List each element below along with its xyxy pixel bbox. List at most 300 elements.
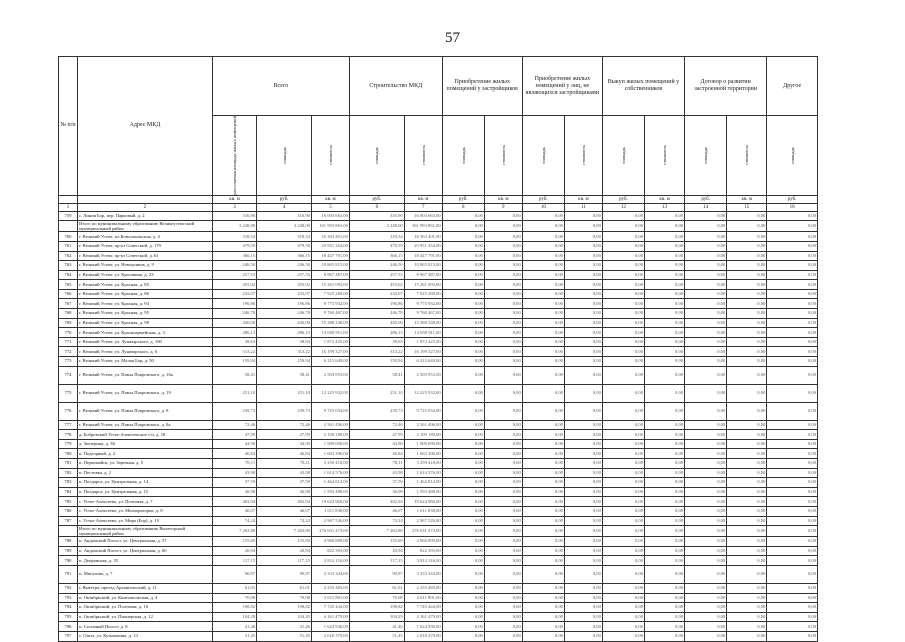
total-cost: 1 663 396,00 [311, 449, 349, 459]
table-row [59, 459, 818, 469]
zero-area: 0,00 [522, 337, 564, 347]
total-area: 316,90 [212, 211, 256, 221]
total-cost: 822 393,00 [311, 546, 349, 556]
zero-cost: 0,00 [727, 232, 767, 242]
zero-area: 0,00 [522, 593, 564, 603]
zero-area: 0,00 [685, 241, 727, 251]
zero-cost: 0,00 [645, 328, 685, 338]
zero-cost: 0,00 [727, 299, 767, 309]
row-number: 777 [59, 420, 78, 430]
sub-total-cost [311, 116, 349, 196]
zero-area: 0,00 [522, 309, 564, 319]
total-area: 233,07 [212, 289, 256, 299]
construction-cost: 7 745 444,00 [404, 603, 442, 613]
zero-cost: 0,00 [484, 241, 522, 251]
sub-buyout-cost [645, 116, 685, 196]
header-group-developers: Приобретение жилых помещений у застройщиков [442, 57, 522, 116]
unit-cell: кв. м [564, 195, 602, 203]
construction-cost: 161 993 861,00 [404, 221, 442, 232]
zero-cost: 0,00 [727, 251, 767, 261]
zero-cost: 0,00 [564, 478, 602, 488]
zero-area: 0,00 [522, 318, 564, 328]
zero-cost: 0,00 [645, 506, 685, 516]
row-address: г. Великий Устюг, ул. Павла Покровского, д. 19 [77, 384, 212, 402]
table-row [59, 468, 818, 478]
zero-cost: 0,00 [727, 289, 767, 299]
zero-area: 0,00 [685, 603, 727, 613]
total-cost: 2 235 483,00 [311, 583, 349, 593]
zero-area: 0,00 [767, 593, 818, 603]
zero-cost: 0,00 [564, 261, 602, 271]
total-area: 318,54 [212, 232, 256, 242]
zero-area: 0,00 [602, 318, 644, 328]
row-address: г. Великий Устюг, ул. Луначарского, д. 6 [77, 347, 212, 357]
zero-area: 0,00 [767, 211, 818, 221]
table-row [59, 583, 818, 593]
sub-territory-area [685, 116, 727, 196]
zero-cost: 0,00 [564, 221, 602, 232]
zero-area: 0,00 [522, 565, 564, 583]
column-number: 14 [685, 203, 727, 211]
row-address: г. Великий Устюг, ул. Красноармейская, д. 3 [77, 328, 212, 338]
sub-resettled-area [212, 116, 256, 196]
total-area-2: 313,22 [257, 347, 312, 357]
zero-cost: 0,00 [564, 211, 602, 221]
construction-cost: 12 225 932,00 [404, 384, 442, 402]
zero-cost: 0,00 [645, 251, 685, 261]
zero-cost: 0,00 [727, 631, 767, 641]
total-area-2: 104,29 [257, 612, 312, 622]
zero-area: 0,00 [602, 497, 644, 507]
table-row [59, 546, 818, 556]
zero-area: 0,00 [522, 232, 564, 242]
table-row [59, 261, 818, 271]
total-cost: 15 261 093,00 [311, 280, 349, 290]
construction-area: 36,98 [349, 487, 404, 497]
table-row [59, 347, 818, 357]
sub-other-area [767, 116, 818, 196]
construction-cost: 16 003 663,00 [404, 211, 442, 221]
construction-cost: 1 464 814,00 [404, 478, 442, 488]
zero-area: 0,00 [685, 299, 727, 309]
zero-cost: 0,00 [484, 593, 522, 603]
sub-buyout-cost-label: стоимость [662, 145, 668, 166]
row-address: п. Андомский Погост, ул. Центральная, д. 57 [77, 537, 212, 547]
table-row [59, 232, 818, 242]
row-address: с. Линия Бор, пер. Парковый, д. 2 [77, 211, 212, 221]
zero-area: 0,00 [522, 299, 564, 309]
zero-area: 0,00 [442, 593, 484, 603]
zero-area: 0,00 [522, 420, 564, 430]
zero-area: 0,00 [442, 556, 484, 566]
zero-area: 0,00 [767, 565, 818, 583]
table-row [59, 565, 818, 583]
total-cost: 2 503 953,00 [311, 366, 349, 384]
total-cost: 12 225 932,00 [311, 384, 349, 402]
total-cost: 9 760 467,00 [311, 309, 349, 319]
total-cost: 1 611 838,00 [311, 506, 349, 516]
construction-cost: 18 447 791,00 [404, 251, 442, 261]
zero-area: 0,00 [442, 430, 484, 440]
subtotal-row [59, 221, 818, 232]
zero-cost: 0,00 [564, 612, 602, 622]
zero-area: 0,00 [767, 468, 818, 478]
column-number: 13 [645, 203, 685, 211]
table-row [59, 366, 818, 384]
zero-cost: 0,00 [727, 439, 767, 449]
zero-area: 0,00 [522, 631, 564, 641]
zero-area: 0,00 [442, 631, 484, 641]
total-area: 44,90 [212, 439, 256, 449]
row-address: п. Пестовка, д. 2 [77, 468, 212, 478]
zero-cost: 0,00 [645, 211, 685, 221]
header-group-total: Всего [212, 57, 349, 116]
total-area-2: 46,84 [257, 449, 312, 459]
zero-area: 0,00 [602, 603, 644, 613]
table-row [59, 556, 818, 566]
row-number: 782 [59, 468, 78, 478]
row-number: 797 [59, 631, 78, 641]
construction-cost: 2 967 526,00 [404, 516, 442, 526]
table-row [59, 449, 818, 459]
zero-cost: 0,00 [727, 221, 767, 232]
total-cost: 2 109 189,00 [311, 430, 349, 440]
construction-cost: 9 775 932,00 [404, 299, 442, 309]
total-cost: 16 003 663,00 [311, 211, 349, 221]
zero-area: 0,00 [602, 487, 644, 497]
zero-area: 0,00 [685, 439, 727, 449]
zero-area: 0,00 [442, 221, 484, 232]
zero-area: 0,00 [767, 280, 818, 290]
zero-area: 0,00 [522, 241, 564, 251]
total-cost: 2 967 526,00 [311, 516, 349, 526]
zero-cost: 0,00 [645, 583, 685, 593]
page-number: 57 [445, 30, 460, 46]
zero-area: 0,00 [767, 221, 818, 232]
total-area: 246,78 [212, 309, 256, 319]
sub-construction-cost [404, 116, 442, 196]
zero-area: 0,00 [442, 565, 484, 583]
zero-cost: 0,00 [645, 478, 685, 488]
row-address: с. Устье-Алексеево, ул. Почтовая, д. 7 [77, 497, 212, 507]
zero-area: 0,00 [685, 430, 727, 440]
zero-cost: 0,00 [727, 280, 767, 290]
zero-cost: 0,00 [727, 622, 767, 632]
zero-area: 0,00 [602, 556, 644, 566]
zero-cost: 0,00 [645, 357, 685, 367]
zero-area: 0,00 [685, 478, 727, 488]
unit-cell: кв. м [484, 195, 522, 203]
zero-area: 0,00 [602, 347, 644, 357]
zero-cost: 0,00 [645, 459, 685, 469]
total-cost: 16 199 327,00 [311, 347, 349, 357]
zero-cost: 0,00 [564, 384, 602, 402]
zero-area: 0,00 [767, 318, 818, 328]
construction-area: 43,98 [349, 468, 404, 478]
zero-cost: 0,00 [484, 612, 522, 622]
total-area-2: 251,10 [257, 384, 312, 402]
zero-area: 0,00 [685, 328, 727, 338]
zero-cost: 0,00 [564, 280, 602, 290]
construction-cost: 2 109 189,00 [404, 430, 442, 440]
column-number: 15 [727, 203, 767, 211]
zero-cost: 0,00 [645, 468, 685, 478]
zero-area: 0,00 [685, 402, 727, 420]
zero-cost: 0,00 [727, 366, 767, 384]
construction-area: 239,73 [349, 402, 404, 420]
table-row [59, 299, 818, 309]
row-number: 779 [59, 439, 78, 449]
zero-area: 0,00 [442, 280, 484, 290]
zero-cost: 0,00 [645, 622, 685, 632]
header-address: Адрес МКД [77, 57, 212, 196]
zero-area: 0,00 [602, 357, 644, 367]
sub-construction-cost-label: стоимость [420, 145, 426, 166]
total-cost: 8 967 487,00 [311, 270, 349, 280]
construction-area: 440,00 [349, 318, 404, 328]
total-area: 38,63 [212, 337, 256, 347]
zero-area: 0,00 [442, 357, 484, 367]
zero-area: 0,00 [685, 337, 727, 347]
zero-area: 0,00 [685, 420, 727, 430]
total-cost: 10 865 815,00 [311, 261, 349, 271]
zero-cost: 0,00 [484, 337, 522, 347]
total-area-2: 41,46 [257, 622, 312, 632]
construction-cost: 7 925 280,00 [404, 289, 442, 299]
zero-area: 0,00 [685, 384, 727, 402]
zero-cost: 0,00 [645, 487, 685, 497]
total-area: 117,15 [212, 556, 256, 566]
total-area: 72,46 [212, 420, 256, 430]
zero-area: 0,00 [685, 583, 727, 593]
total-area: 313,22 [212, 347, 256, 357]
construction-area: 90,87 [349, 565, 404, 583]
zero-area: 0,00 [685, 449, 727, 459]
construction-area: 286,13 [349, 328, 404, 338]
zero-cost: 0,00 [727, 487, 767, 497]
total-area-2: 47,99 [257, 430, 312, 440]
header-row-groups [59, 57, 818, 116]
sub-buyout-area-label: площадь [620, 147, 626, 164]
zero-area: 0,00 [767, 603, 818, 613]
zero-cost: 0,00 [484, 487, 522, 497]
total-area: 41,46 [212, 622, 256, 632]
zero-area: 0,00 [602, 328, 644, 338]
construction-cost: 2 611 801,00 [404, 593, 442, 603]
zero-area: 0,00 [442, 232, 484, 242]
unit-cell: руб. [602, 195, 644, 203]
construction-cost: 1 593 488,00 [404, 487, 442, 497]
construction-area: 479,59 [349, 241, 404, 251]
construction-cost: 6 215 649,00 [404, 357, 442, 367]
construction-cost: 2 018 379,00 [404, 631, 442, 641]
construction-cost: 1 611 838,00 [404, 506, 442, 516]
zero-area: 0,00 [685, 357, 727, 367]
total-area: 196,86 [212, 299, 256, 309]
row-address: п. Депровская, д. 35 [77, 556, 212, 566]
zero-cost: 0,00 [564, 622, 602, 632]
construction-area: 155,69 [349, 537, 404, 547]
row-number: 783 [59, 478, 78, 488]
table-row [59, 384, 818, 402]
zero-cost: 0,00 [645, 603, 685, 613]
column-number: 16 [767, 203, 818, 211]
construction-area: 46,84 [349, 449, 404, 459]
zero-cost: 0,00 [484, 468, 522, 478]
construction-cost: 10 865 815,00 [404, 261, 442, 271]
unit-cell: руб. [257, 195, 312, 203]
zero-cost: 0,00 [484, 631, 522, 641]
unit-cell: кв. м [645, 195, 685, 203]
zero-cost: 0,00 [564, 420, 602, 430]
zero-area: 0,00 [522, 516, 564, 526]
zero-area: 0,00 [442, 251, 484, 261]
row-address: г. Великий Устюг, пр-кт Советский, д. 61 [77, 251, 212, 261]
total-cost: 19 624 960,00 [311, 497, 349, 507]
resettlement-table-sheet [58, 56, 818, 642]
zero-cost: 0,00 [727, 211, 767, 221]
total-area-2: 286,13 [257, 328, 312, 338]
zero-cost: 0,00 [727, 328, 767, 338]
zero-cost: 0,00 [484, 420, 522, 430]
total-area-2: 58,41 [257, 366, 312, 384]
zero-area: 0,00 [767, 526, 818, 537]
zero-area: 0,00 [442, 337, 484, 347]
zero-cost: 0,00 [645, 337, 685, 347]
zero-area: 0,00 [685, 612, 727, 622]
construction-area: 78,11 [349, 459, 404, 469]
zero-area: 0,00 [442, 537, 484, 547]
construction-cost: 822 393,00 [404, 546, 442, 556]
sub-developers-cost [484, 116, 522, 196]
zero-cost: 0,00 [484, 261, 522, 271]
row-number: 761 [59, 241, 78, 251]
zero-area: 0,00 [685, 459, 727, 469]
zero-area: 0,00 [522, 384, 564, 402]
zero-area: 0,00 [522, 402, 564, 420]
zero-area: 0,00 [442, 497, 484, 507]
zero-cost: 0,00 [484, 328, 522, 338]
zero-area: 0,00 [442, 309, 484, 319]
zero-area: 0,00 [522, 556, 564, 566]
zero-cost: 0,00 [484, 439, 522, 449]
zero-area: 0,00 [602, 384, 644, 402]
zero-area: 0,00 [685, 546, 727, 556]
zero-cost: 0,00 [727, 546, 767, 556]
zero-area: 0,00 [602, 526, 644, 537]
zero-cost: 0,00 [564, 357, 602, 367]
total-area-2: 257,53 [257, 270, 312, 280]
table-row [59, 487, 818, 497]
total-area: 70,08 [212, 593, 256, 603]
total-area: 286,13 [212, 328, 256, 338]
zero-area: 0,00 [767, 347, 818, 357]
row-address: с. Ошта, ул. Кузьмакина, д. 13 [77, 631, 212, 641]
unit-cell: руб. [685, 195, 727, 203]
zero-area: 0,00 [767, 241, 818, 251]
unit-cell: руб. [767, 195, 818, 203]
sub-other-area-label: площадь [789, 147, 795, 164]
construction-cost: 1 614 576,00 [404, 468, 442, 478]
zero-area: 0,00 [442, 420, 484, 430]
construction-cost: 4 966 899,00 [404, 537, 442, 547]
zero-area: 0,00 [767, 449, 818, 459]
zero-cost: 0,00 [484, 402, 522, 420]
table-row [59, 430, 818, 440]
zero-cost: 0,00 [484, 622, 522, 632]
table-row [59, 318, 818, 328]
zero-area: 0,00 [522, 280, 564, 290]
construction-cost: 15 261 093,00 [404, 280, 442, 290]
zero-area: 0,00 [767, 402, 818, 420]
zero-cost: 0,00 [564, 337, 602, 347]
construction-cost: 9 760 467,00 [404, 309, 442, 319]
sub-total-area-label: площадь [281, 147, 287, 164]
construction-cost: 1 663 396,00 [404, 449, 442, 459]
zero-area: 0,00 [522, 211, 564, 221]
zero-area: 0,00 [685, 622, 727, 632]
zero-cost: 0,00 [645, 631, 685, 641]
row-address: г. Великий Устюг, пр-кт Советский, д. 179 [77, 241, 212, 251]
total-area-2: 198,82 [257, 603, 312, 613]
zero-area: 0,00 [602, 430, 644, 440]
total-area-2: 239,73 [257, 402, 312, 420]
total-area-2: 61,01 [257, 583, 312, 593]
sub-resettled-area-label: расселяемая площадь жилых помещений [232, 116, 238, 195]
construction-cost: 15 388 248,00 [404, 318, 442, 328]
table-row [59, 439, 818, 449]
construction-cost: 23 951 354,00 [404, 241, 442, 251]
total-area: 104,29 [212, 612, 256, 622]
zero-area: 0,00 [767, 631, 818, 641]
construction-area: 117,15 [349, 556, 404, 566]
sub-nondev-cost-label: стоимость [580, 145, 586, 166]
zero-area: 0,00 [767, 516, 818, 526]
zero-cost: 0,00 [564, 430, 602, 440]
total-area: 58,41 [212, 366, 256, 384]
zero-area: 0,00 [442, 211, 484, 221]
zero-area: 0,00 [442, 622, 484, 632]
zero-area: 0,00 [442, 612, 484, 622]
zero-cost: 0,00 [645, 280, 685, 290]
zero-cost: 0,00 [727, 318, 767, 328]
row-number: 781 [59, 459, 78, 469]
zero-cost: 0,00 [645, 366, 685, 384]
construction-area: 246,50 [349, 261, 404, 271]
total-cost: 2 611 801,00 [311, 593, 349, 603]
row-address: г. Великий Устюг, пл Комсомольская, д. 4 [77, 232, 212, 242]
sub-nondev-area [522, 116, 564, 196]
zero-area: 0,00 [602, 459, 644, 469]
total-area: 46,84 [212, 449, 256, 459]
zero-cost: 0,00 [727, 612, 767, 622]
total-cost: 7 925 280,00 [311, 289, 349, 299]
zero-area: 0,00 [767, 420, 818, 430]
row-number: 785 [59, 497, 78, 507]
zero-cost: 0,00 [645, 516, 685, 526]
construction-cost: 4 161 479,00 [404, 612, 442, 622]
row-address: п. Андомский Погост, ул. Центральная, д. 60 [77, 546, 212, 556]
zero-area: 0,00 [522, 328, 564, 338]
zero-cost: 0,00 [484, 347, 522, 357]
construction-area: 366,15 [349, 251, 404, 261]
total-cost: 1 909 090,00 [311, 439, 349, 449]
zero-area: 0,00 [522, 612, 564, 622]
sub-construction-area [349, 116, 404, 196]
construction-area: 70,08 [349, 593, 404, 603]
construction-area: 196,86 [349, 299, 404, 309]
zero-area: 0,00 [602, 622, 644, 632]
